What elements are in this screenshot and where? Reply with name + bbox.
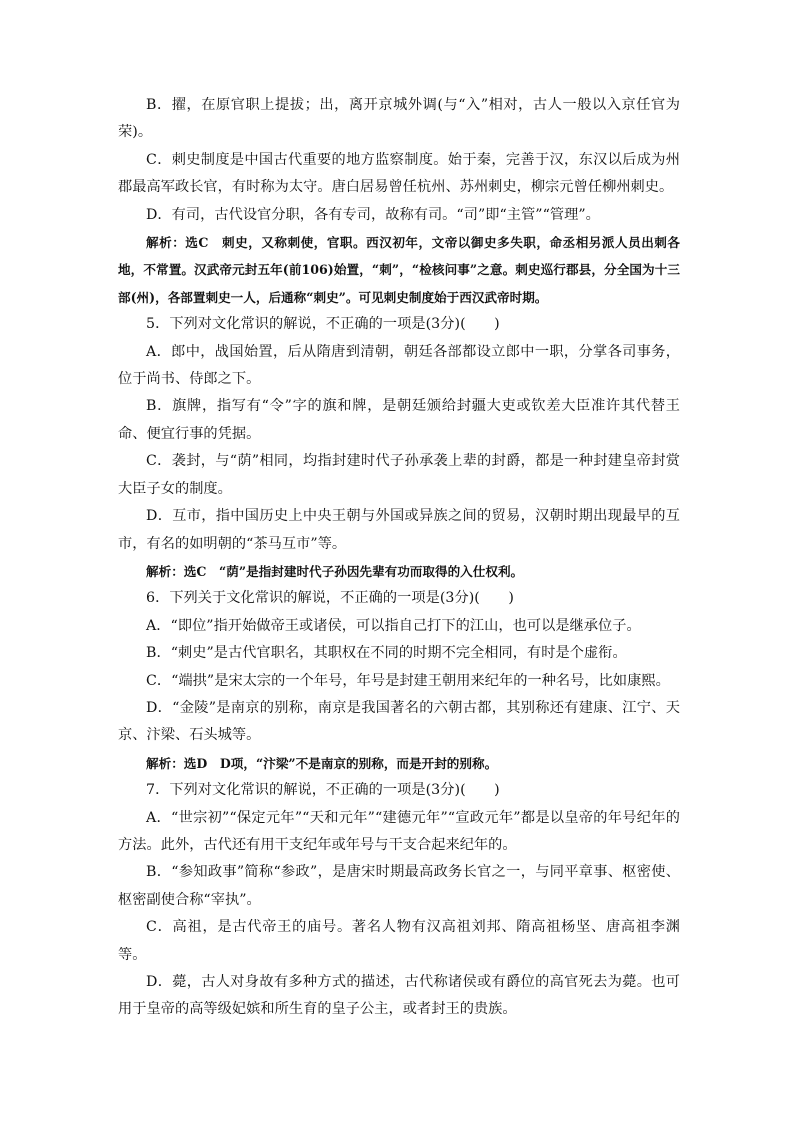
q5-option-c: C．袭封，与“荫”相同，均指封建时代子孙承袭上辈的封爵，都是一种封建皇帝封赏大臣子女的制度。 [118,453,680,497]
document-page [118,92,680,1024]
option-d-text: D．有司，古代设官分职，各有专司，故称有司。“司”即“主管”“管理”。 [146,206,600,223]
q7-option-c: C．高祖，是古代帝王的庙号。著名人物有汉高祖刘邦、隋高祖杨坚、唐高祖李渊等。 [118,919,680,963]
q6-option-c: C．“端拱”是宋太宗的一个年号，年号是封建王朝用来纪年的一种名号，比如康熙。 [146,672,670,689]
q5-option-a: A．郎中，战国始置，后从隋唐到清朝，朝廷各部都设立郎中一职，分掌各司事务，位于尚书、侍郎之下。 [118,343,680,388]
explanation-5: 解析：选C “荫”是指封建时代子孙因先辈有功而取得的入仕权利。 [146,563,524,579]
q5-option-b: B．旗牌，指写有“令”字的旗和牌，是朝廷颁给封疆大吏或钦差大臣准许其代替王命、便宜行事的凭据。 [118,398,680,442]
explanation-6: 解析：选D D项，“汴梁”不是南京的别称，而是开封的别称。 [146,755,498,771]
q6-option-d: D．“金陵”是南京的别称，南京是我国著名的六朝古都，其别称还有建康、江宁、天京、汴梁、石头城等。 [118,699,680,744]
question-5: 5．下列对文化常识的解说，不正确的一项是(3分)( ) [146,316,500,333]
option-c-text: C．刺史制度是中国古代重要的地方监察制度。始于秦，完善于汉，东汉以后成为州郡最高军政长官，有时称为太守。唐白居易曾任杭州、苏州刺史，柳宗元曾任柳州刺史。 [118,151,680,196]
q6-option-a: A．“即位”指开始做帝王或诸侯，可以指自己打下的江山，也可以是继承位子。 [146,617,641,634]
q5-option-d: D．互市，指中国历史上中央王朝与外国或异族之间的贸易，汉朝时期出现最早的互市，有名的如明朝的“茶马互市”等。 [118,508,680,552]
q6-option-b: B．“刺史”是古代官职名，其职权在不同的时期不完全相同，有时是个虚衔。 [146,645,627,662]
q7-option-b: B．“参知政事”简称“参政”，是唐宋时期最高政务长官之一，与同平章事、枢密使、枢密副使合称“宰执”。 [118,864,680,908]
q7-option-a: A．“世宗初”“保定元年”“天和元年”“建德元年”“宣政元年”都是以皇帝的年号纪年的方法。此外，古代还有用干支纪年或年号与干支合起来纪年的。 [118,809,680,853]
q7-option-d: D．薨，古人对身故有多种方式的描述，古代称诸侯或有爵位的高官死去为薨。也可用于皇帝的高等级妃嫔和所生育的皇子公主，或者封王的贵族。 [118,974,680,1018]
explanation-4: 解析：选C 刺史，又称刺使，官职。西汉初年，文帝以御史多失职，命丞相另派人员出刺各地，不常置。汉武帝元封五年(前106)始置，“刺”，“检核问事”之意。刺史巡行郡县，分全国为十三部(州)，各部置刺史一人，后通称“刺史”。可见刺史制度始于西汉武帝时期。 [118,235,680,305]
question-7: 7．下列对文化常识的解说，不正确的一项是(3分)( ) [146,782,500,799]
question-6: 6．下列关于文化常识的解说，不正确的一项是(3分)( ) [146,590,514,607]
option-b-text: B．擢，在原官职上提拔；出，离开京城外调(与“入”相对，古人一般以入京任官为荣)。 [118,97,680,141]
